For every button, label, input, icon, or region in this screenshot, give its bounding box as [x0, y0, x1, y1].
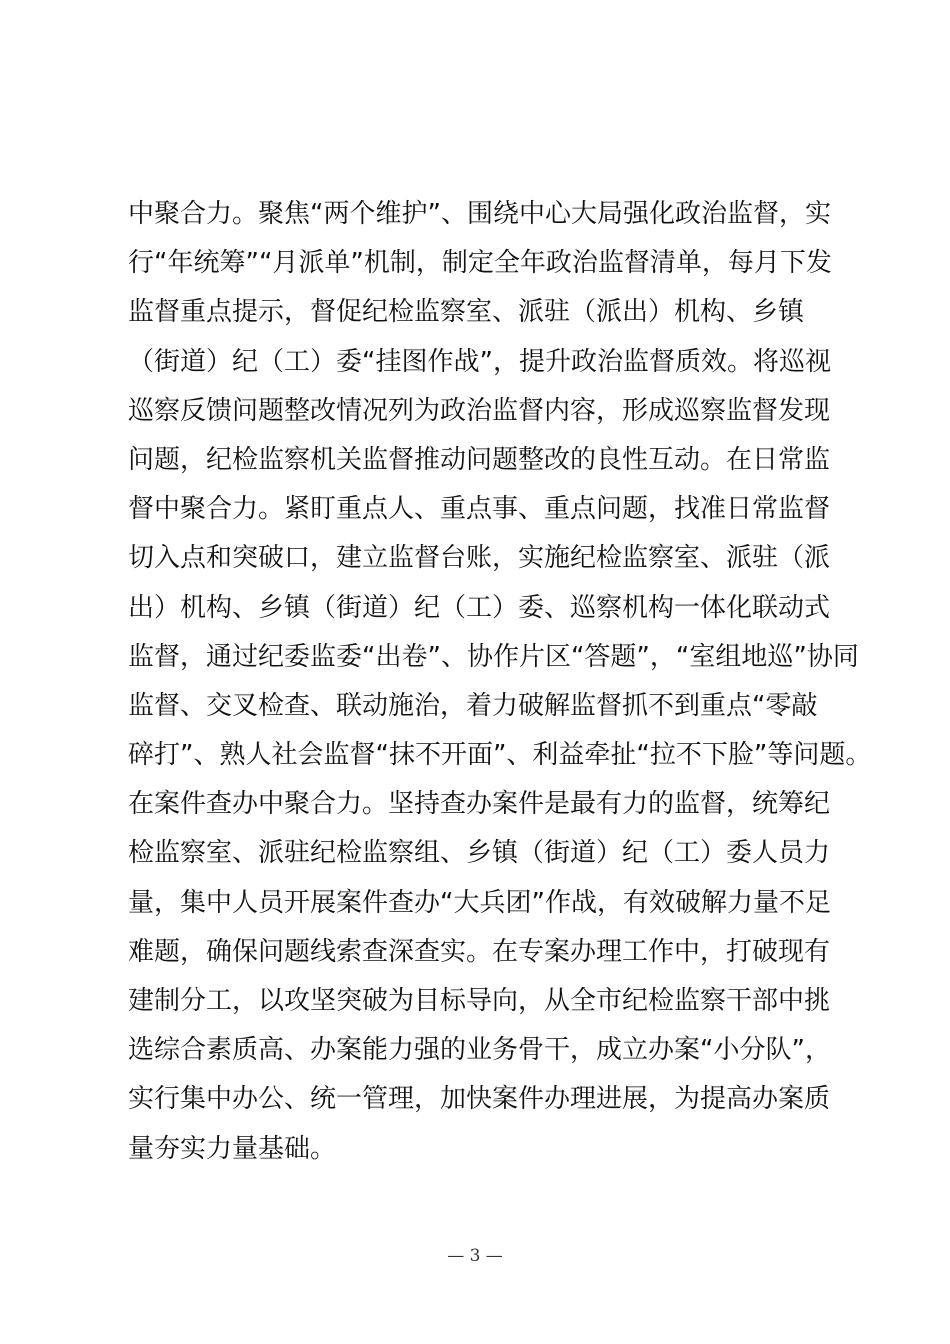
text-line: 切入点和突破口，建立监督台账，实施纪检监察室、派驻（派	[128, 543, 831, 574]
text-line: 实行集中办公、统一管理，加快案件办理进展，为提高办案质	[128, 1084, 831, 1115]
text-line: 监督、交叉检查、联动施治，着力破解监督抓不到重点“零敲	[128, 690, 818, 721]
text-line: 督中聚合力。紧盯重点人、重点事、重点问题，找准日常监督	[128, 494, 831, 525]
body-paragraph	[128, 190, 872, 1174]
text-line: 行“年统筹”“月派单”机制，制定全年政治监督清单，每月下发	[128, 248, 832, 279]
text-line: 在案件查办中聚合力。坚持查办案件是最有力的监督，统筹纪	[128, 789, 831, 820]
text-line: 监督重点提示，督促纪检监察室、派驻（派出）机构、乡镇	[128, 297, 805, 328]
text-line: 中聚合力。聚焦“两个维护”、围绕中心大局强化政治监督，实	[128, 199, 831, 229]
page-number: — 3 —	[447, 1246, 503, 1266]
text-line: 检监察室、派驻纪检监察组、乡镇（街道）纪（工）委人员力	[128, 838, 831, 869]
text-line: 量夯实力量基础。	[128, 1133, 337, 1164]
text-line: 巡察反馈问题整改情况列为政治监督内容，形成巡察监督发现	[128, 395, 831, 426]
text-line: 选综合素质高、办案能力强的业务骨干，成立办案“小分队”，	[128, 1035, 831, 1066]
text-line: 监督，通过纪委监委“出卷”、协作片区“答题”，“室组地巡”协同	[128, 641, 859, 672]
text-line: 出）机构、乡镇（街道）纪（工）委、巡察机构一体化联动式	[128, 592, 831, 623]
text-line: 难题，确保问题线索查深查实。在专案办理工作中，打破现有	[128, 936, 831, 967]
text-line: 建制分工，以攻坚突破为目标导向，从全市纪检监察干部中挑	[128, 986, 831, 1016]
text-line: 问题，纪检监察机关监督推动问题整改的良性互动。在日常监	[128, 444, 831, 475]
text-line: （街道）纪（工）委“挂图作战”，提升政治监督质效。将巡视	[128, 346, 831, 377]
text-line: 量，集中人员开展案件查办“大兵团”作战，有效破解力量不足	[128, 887, 831, 918]
text-line: 碎打”、熟人社会监督“抹不开面”、利益牵扯“拉不下脸”等问题。	[128, 740, 872, 771]
